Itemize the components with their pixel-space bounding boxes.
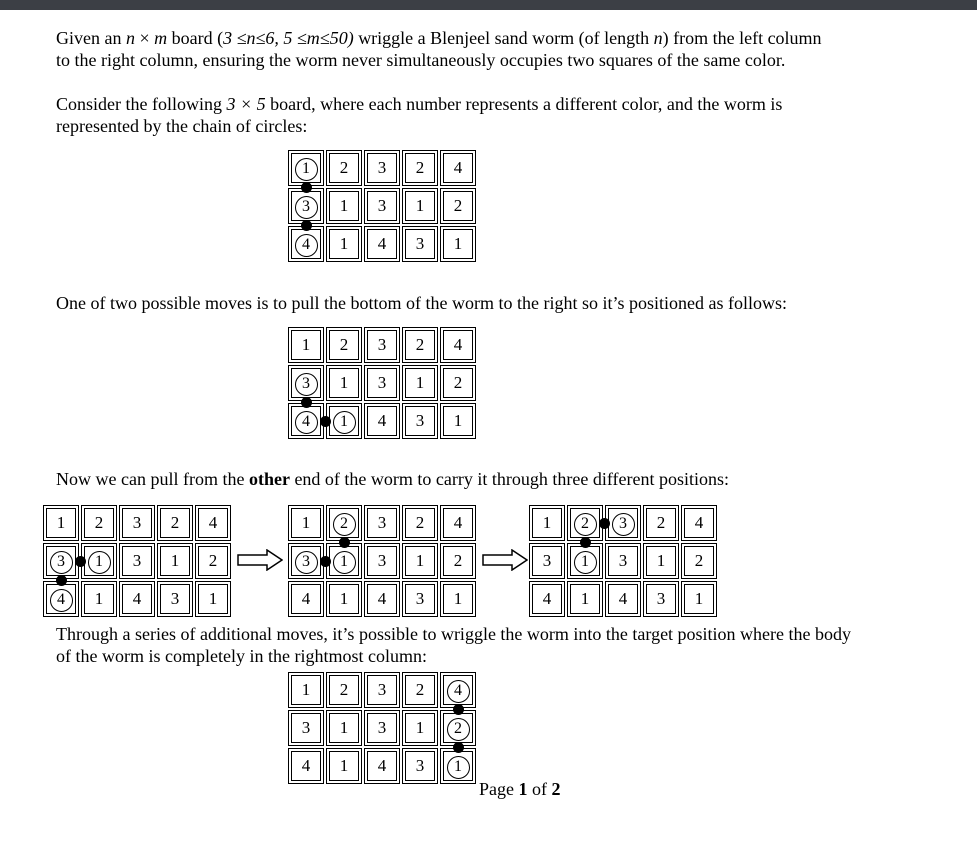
cell-number: 4 [694, 513, 704, 532]
board-cell [646, 546, 676, 576]
worm-cell [291, 546, 321, 576]
board-cell [684, 584, 714, 614]
worm-cell [46, 584, 76, 614]
board-cell [198, 584, 228, 614]
worm-cell [570, 546, 600, 576]
board-cell [367, 229, 397, 259]
cell-number: 4 [377, 589, 387, 608]
worm-link-dot [339, 537, 350, 548]
cell-number: 4 [377, 411, 387, 430]
cell-number: 1 [415, 718, 425, 737]
worm-link-dot [320, 416, 331, 427]
board-cell [367, 368, 397, 398]
board-cell [329, 713, 359, 743]
worm-cell [443, 751, 473, 781]
board-cell [329, 330, 359, 360]
cell-number: 1 [415, 551, 425, 570]
cell-number: 2 [656, 513, 666, 532]
cell-number: 3 [415, 589, 425, 608]
board-cell [84, 584, 114, 614]
cell-number: 3 [415, 756, 425, 775]
board-cell [329, 751, 359, 781]
cell-number: 2 [339, 158, 349, 177]
cell-number: 1 [339, 234, 349, 253]
intro-paragraph-line-1: Given an n × m board (3 ≤n≤6, 5 ≤m≤50) wriggle a Blenjeel sand worm (of length n) from the left column [56, 28, 822, 48]
page-indicator: Page 1 of 2 [479, 779, 561, 799]
cell-number: 1 [94, 589, 104, 608]
worm-link-dot [75, 556, 86, 567]
cell-number: 2 [453, 551, 463, 570]
board-cell [405, 675, 435, 705]
cell-number: 2 [694, 551, 704, 570]
worm-segment-number: 2 [574, 513, 597, 536]
intro-paragraph-line-2: to the right column, ensuring the worm never simultaneously occupies two squares of the same color. [56, 50, 786, 70]
cell-number: 2 [453, 196, 463, 215]
cell-number: 1 [56, 513, 66, 532]
worm-cell [329, 508, 359, 538]
board-cell [646, 508, 676, 538]
cell-number: 2 [415, 335, 425, 354]
cell-number: 4 [377, 756, 387, 775]
board-cell [532, 546, 562, 576]
cell-number: 2 [415, 680, 425, 699]
cell-number: 1 [208, 589, 218, 608]
board-cell [443, 546, 473, 576]
cell-number: 3 [377, 196, 387, 215]
cell-number: 1 [453, 589, 463, 608]
board-cell [405, 713, 435, 743]
board-cell [329, 229, 359, 259]
cell-number: 1 [339, 373, 349, 392]
cell-number: 3 [377, 335, 387, 354]
worm-segment-number: 1 [574, 551, 597, 574]
worm-link-dot [56, 575, 67, 586]
pull-bottom-paragraph: One of two possible moves is to pull the bottom of the worm to the right so it’s positioned as follows: [56, 293, 787, 313]
cell-number: 3 [377, 158, 387, 177]
board-cell [84, 508, 114, 538]
board-cell [443, 153, 473, 183]
cell-number: 1 [453, 234, 463, 253]
cell-number: 4 [618, 589, 628, 608]
board-cell [367, 713, 397, 743]
board-cell [405, 508, 435, 538]
board-cell [367, 330, 397, 360]
cell-number: 3 [377, 551, 387, 570]
board-cell [160, 584, 190, 614]
worm-link-dot [320, 556, 331, 567]
board-cell [608, 584, 638, 614]
right-arrow-icon [237, 549, 283, 571]
board-cell [291, 751, 321, 781]
cell-number: 1 [339, 196, 349, 215]
board-cell [198, 508, 228, 538]
cell-number: 1 [453, 411, 463, 430]
worm-cell [570, 508, 600, 538]
worm-segment-number: 3 [612, 513, 635, 536]
worm-cell [291, 406, 321, 436]
board-cell [405, 406, 435, 436]
board-cell [684, 546, 714, 576]
cell-number: 2 [415, 158, 425, 177]
board-cell [405, 368, 435, 398]
board-cell [198, 546, 228, 576]
board-cell [122, 584, 152, 614]
board-cell [160, 508, 190, 538]
cell-number: 3 [415, 411, 425, 430]
worm-cell [329, 546, 359, 576]
worm-segment-number: 1 [333, 551, 356, 574]
cell-number: 4 [377, 234, 387, 253]
worm-segment-number: 1 [88, 551, 111, 574]
cell-number: 1 [415, 196, 425, 215]
worm-link-dot [301, 397, 312, 408]
worm-cell [291, 368, 321, 398]
cell-number: 1 [301, 680, 311, 699]
pull-other-end-paragraph: Now we can pull from the other end of the worm to carry it through three different positions: [56, 469, 729, 489]
worm-segment-number: 3 [295, 551, 318, 574]
board-cell [532, 508, 562, 538]
cell-number: 3 [656, 589, 666, 608]
cell-number: 1 [542, 513, 552, 532]
cell-number: 2 [415, 513, 425, 532]
board-cell [160, 546, 190, 576]
board-description-line-2: represented by the chain of circles: [56, 116, 308, 136]
cell-number: 3 [301, 718, 311, 737]
cell-number: 2 [339, 335, 349, 354]
cell-number: 2 [170, 513, 180, 532]
board-cell [570, 584, 600, 614]
board-cell [443, 368, 473, 398]
cell-number: 4 [301, 589, 311, 608]
emphasis-other: other [248, 469, 290, 489]
cell-number: 4 [542, 589, 552, 608]
worm-cell [291, 229, 321, 259]
worm-segment-number: 1 [333, 411, 356, 434]
board-cell [443, 406, 473, 436]
worm-segment-number: 4 [447, 680, 470, 703]
worm-link-dot [301, 182, 312, 193]
worm-segment-number: 3 [295, 373, 318, 396]
board-cell [367, 584, 397, 614]
board-cell [122, 546, 152, 576]
board-cell [405, 330, 435, 360]
worm-cell [608, 508, 638, 538]
worm-link-dot [453, 704, 464, 715]
worm-segment-number: 4 [50, 589, 73, 612]
cell-number: 2 [94, 513, 104, 532]
board-cell [291, 713, 321, 743]
board-cell [329, 584, 359, 614]
cell-number: 4 [208, 513, 218, 532]
worm-segment-number: 2 [333, 513, 356, 536]
board-cell [405, 153, 435, 183]
worm-segment-number: 2 [447, 718, 470, 741]
cell-number: 4 [453, 335, 463, 354]
cell-number: 1 [415, 373, 425, 392]
board-cell [367, 406, 397, 436]
right-arrow-icon [482, 549, 528, 571]
board-cell [329, 368, 359, 398]
board-cell [443, 191, 473, 221]
cell-number: 1 [580, 589, 590, 608]
cell-number: 4 [132, 589, 142, 608]
board-cell [367, 508, 397, 538]
cell-number: 3 [377, 373, 387, 392]
cell-number: 3 [542, 551, 552, 570]
cell-number: 3 [618, 551, 628, 570]
viewer-top-bar [0, 0, 977, 10]
cell-number: 1 [694, 589, 704, 608]
board-cell [608, 546, 638, 576]
cell-number: 3 [377, 680, 387, 699]
board-cell [532, 584, 562, 614]
worm-link-dot [453, 742, 464, 753]
board-cell [443, 584, 473, 614]
board-cell [367, 153, 397, 183]
cell-number: 1 [339, 589, 349, 608]
board-cell [122, 508, 152, 538]
worm-cell [443, 713, 473, 743]
board-cell [367, 675, 397, 705]
cell-number: 1 [301, 335, 311, 354]
cell-number: 1 [170, 551, 180, 570]
cell-number: 4 [453, 158, 463, 177]
worm-link-dot [301, 220, 312, 231]
board-cell [684, 508, 714, 538]
board-cell [443, 229, 473, 259]
cell-number: 1 [339, 718, 349, 737]
board-cell [367, 191, 397, 221]
worm-segment-number: 4 [295, 234, 318, 257]
board-cell [405, 584, 435, 614]
cell-number: 3 [170, 589, 180, 608]
worm-segment-number: 3 [50, 551, 73, 574]
board-cell [405, 546, 435, 576]
board-cell [46, 508, 76, 538]
target-paragraph-line-2: of the worm is completely in the rightmost column: [56, 646, 427, 666]
worm-cell [291, 153, 321, 183]
worm-cell [84, 546, 114, 576]
worm-segment-number: 1 [295, 158, 318, 181]
board-cell [405, 751, 435, 781]
board-cell [329, 675, 359, 705]
worm-cell [329, 406, 359, 436]
board-cell [329, 153, 359, 183]
board-cell [291, 675, 321, 705]
worm-cell [443, 675, 473, 705]
board-cell [291, 584, 321, 614]
cell-number: 3 [132, 513, 142, 532]
cell-number: 3 [377, 718, 387, 737]
board-cell [291, 330, 321, 360]
board-cell [646, 584, 676, 614]
board-cell [405, 191, 435, 221]
board-description-line-1: Consider the following 3 × 5 board, where each number represents a different color, and the worm is [56, 94, 783, 114]
board-cell [329, 191, 359, 221]
board-cell [367, 751, 397, 781]
cell-number: 1 [339, 756, 349, 775]
cell-number: 1 [301, 513, 311, 532]
cell-number: 3 [377, 513, 387, 532]
worm-segment-number: 1 [447, 756, 470, 779]
cell-number: 2 [453, 373, 463, 392]
board-cell [443, 330, 473, 360]
board-cell [443, 508, 473, 538]
cell-number: 3 [132, 551, 142, 570]
board-cell [291, 508, 321, 538]
cell-number: 4 [301, 756, 311, 775]
cell-number: 2 [208, 551, 218, 570]
worm-segment-number: 4 [295, 411, 318, 434]
target-paragraph-line-1: Through a series of additional moves, it’s possible to wriggle the worm into the target position where the body [56, 624, 852, 644]
cell-number: 1 [656, 551, 666, 570]
cell-number: 2 [339, 680, 349, 699]
worm-cell [46, 546, 76, 576]
cell-number: 4 [453, 513, 463, 532]
board-cell [405, 229, 435, 259]
worm-link-dot [580, 537, 591, 548]
cell-number: 3 [415, 234, 425, 253]
worm-cell [291, 191, 321, 221]
board-cell [367, 546, 397, 576]
worm-segment-number: 3 [295, 196, 318, 219]
worm-link-dot [599, 518, 610, 529]
